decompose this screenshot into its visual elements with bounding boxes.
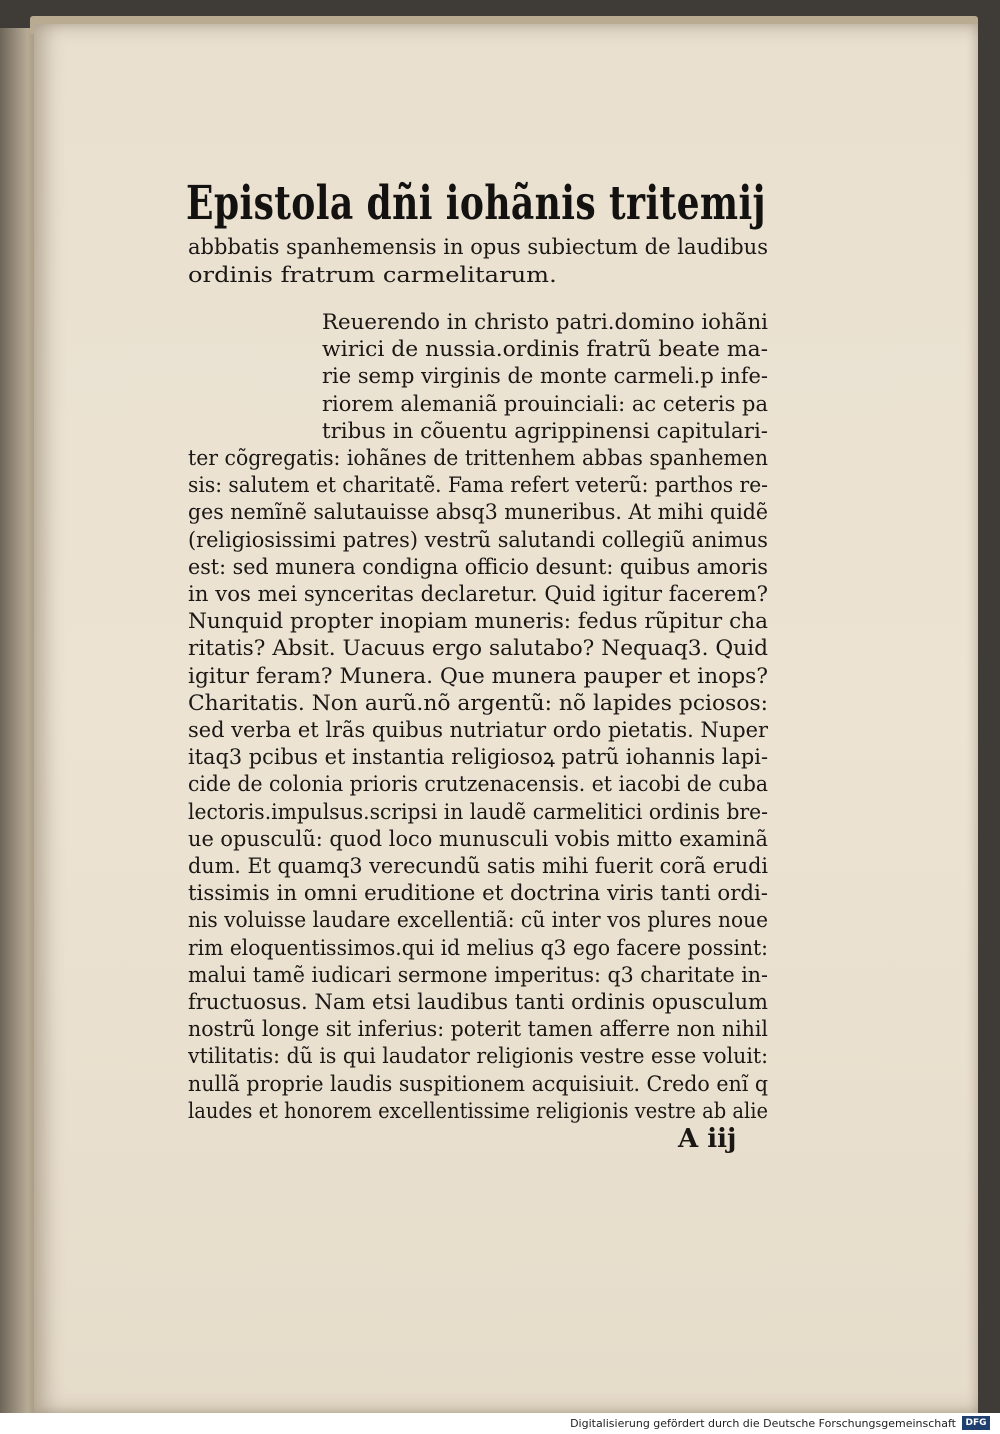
body-line: sed verba et lrãs quibus nutriatur ordo pietatis. Nuper [188,718,768,742]
body-line: igitur feram? Munera. Que munera pauper et inops? [188,664,768,688]
body-line: itaq3 pcibus et instantia religiosoꝝ patrũ iohannis lapi- [188,745,768,769]
body-line: Reuerendo in christo patri.domino iohãni [322,310,768,334]
footer-credit: Digitalisierung gefördert durch die Deutsche Forschungsgemeinschaft [570,1417,956,1430]
body-line: est: sed munera condigna officio desunt: quibus amoris [188,555,768,579]
body-line: tribus in cõuentu agrippinensi capitulari- [322,419,768,443]
body-line: sis: salutem et charitatẽ. Fama refert veterũ: parthos re- [188,473,768,497]
subheading-line: abbbatis spanhemensis in opus subiectum de laudibus [188,235,768,259]
body-line: Charitatis. Non aurũ.nõ argentũ: nõ lapides pciosos: [188,691,768,715]
body-line: riorem alemaniã prouinciali: ac ceteris pa [322,392,768,416]
body-line: nostrũ longe sit inferius: poterit tamen afferre non nihil [188,1017,768,1041]
body-line: tissimis in omni eruditione et doctrina viris tanti ordi- [188,881,768,905]
body-line: nullã proprie laudis suspitionem acquisiuit. Credo enĩ q [188,1072,768,1096]
dfg-logo-icon: DFG [962,1416,990,1430]
body-line: ges nemĩnẽ salutauisse absq3 muneribus. At mihi quidẽ [188,500,768,524]
body-line: fructuosus. Nam etsi laudibus tanti ordinis opusculum [188,990,768,1014]
body-line: rim eloquentissimos.qui id melius q3 ego facere possint: [188,936,768,960]
subheading-line: ordinis fratrum carmelitarum. [188,263,557,287]
body-line: vtilitatis: dũ is qui laudator religionis vestre esse voluit: [188,1044,768,1068]
body-line: malui tamẽ iudicari sermone imperitus: q3 charitate in- [188,963,768,987]
body-line: (religiosissimi patres) vestrũ salutandi collegiũ animus [188,528,768,552]
body-line: in vos mei synceritas declaretur. Quid igitur facerem? [188,582,768,606]
body-line: rie semp virginis de monte carmeli.p infe- [322,364,768,388]
body-line: lectoris.impulsus.scripsi in laudẽ carmelitici ordinis bre- [188,800,768,824]
body-line: ue opusculũ: quod loco munusculi vobis mitto examinã [188,827,768,851]
body-line: dum. Et quamq3 verecundũ satis mihi fuerit corã erudi [188,854,768,878]
body-line: ter cõgregatis: iohãnes de trittenhem abbas spanhemen [188,446,768,470]
body-line: laudes et honorem excellentissime religionis vestre ab alie [188,1099,768,1123]
body-line: nis voluisse laudare excellentiã: cũ inter vos plures noue [188,908,768,932]
epistola-heading: Epistola dñi iohãnis tritemij [186,176,766,231]
body-line: wirici de nussia.ordinis fratrũ beate ma- [322,337,768,361]
body-line: cide de colonia prioris crutzenacensis. et iacobi de cuba [188,772,768,796]
body-line: Nunquid propter inopiam muneris: fedus rũpitur cha [188,609,768,633]
signature-mark: A iij [678,1124,737,1154]
body-line: ritatis? Absit. Uacuus ergo salutabo? Nequaq3. Quid [188,636,768,660]
